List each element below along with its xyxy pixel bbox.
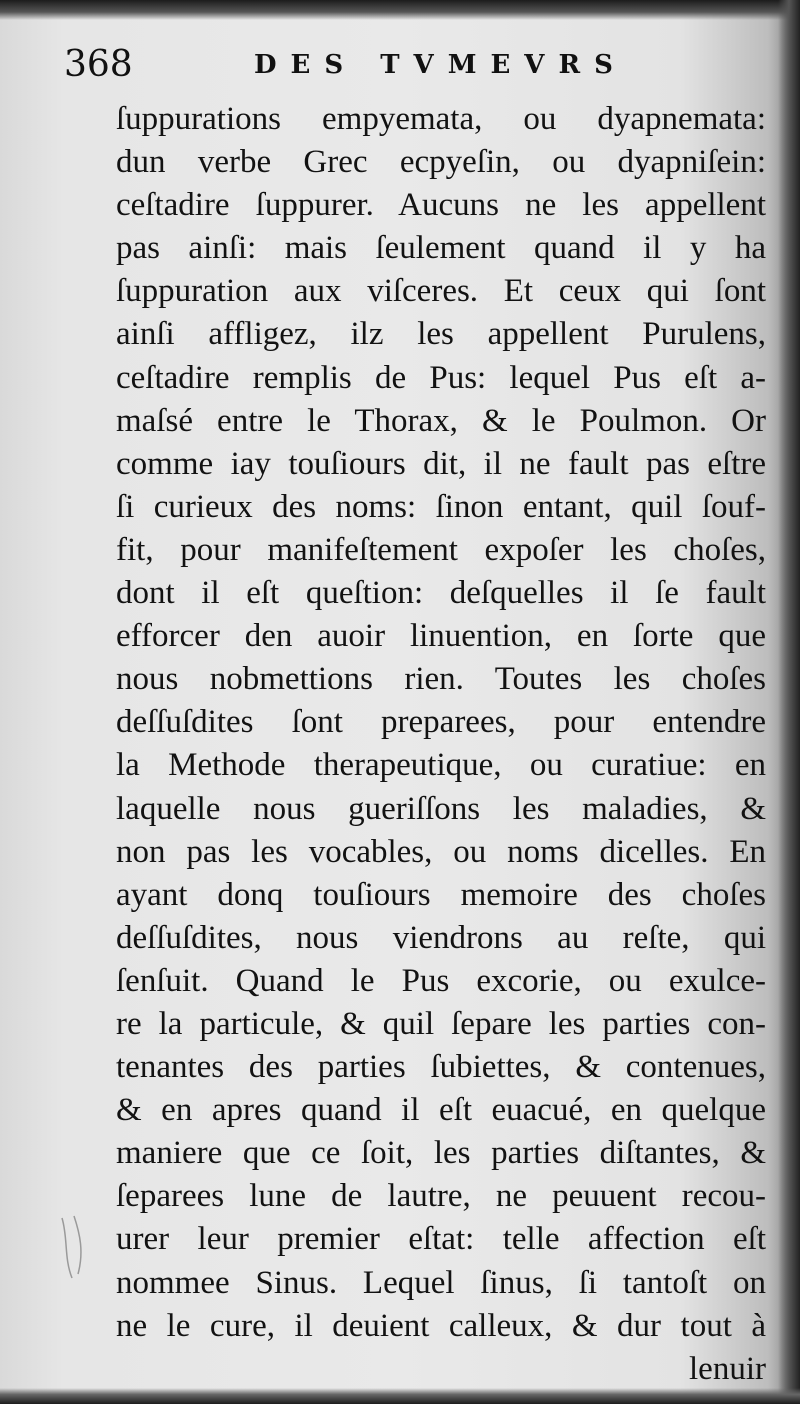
running-head bbox=[64, 44, 754, 92]
text-line: ceſtadire ſuppurer. Aucuns ne les appellent bbox=[116, 187, 766, 224]
text-line: & en apres quand il eſt euacué, en quelque bbox=[116, 1092, 766, 1129]
text-line: la Methode therapeutique, ou curatiue: en bbox=[116, 747, 766, 784]
page-number: 368 bbox=[64, 44, 133, 85]
running-title: DES TVMEVRS bbox=[254, 50, 627, 80]
text-line: deſſuſdites ſont preparees, pour entendre bbox=[116, 704, 766, 741]
text-line: dont il eſt queſtion: deſquelles il ſe fault bbox=[116, 575, 766, 612]
text-line: ceſtadire remplis de Pus: lequel Pus eſt a- bbox=[116, 359, 766, 396]
text-line: ne le cure, il deuient calleux, & dur tout à bbox=[116, 1307, 766, 1344]
text-line: nommee Sinus. Lequel ſinus, ſi tantoſt on bbox=[116, 1264, 766, 1301]
text-line: laquelle nous gueriſſons les maladies, & bbox=[116, 790, 766, 827]
text-line: fit, pour manifeſtement expoſer les choſes, bbox=[116, 531, 766, 568]
text-line: ayant donq touſiours memoire des choſes bbox=[116, 876, 766, 913]
text-line: dun verbe Grec ecpyeſin, ou dyapniſein: bbox=[116, 144, 766, 181]
text-line: pas ainſi: mais ſeulement quand il y ha bbox=[116, 230, 766, 267]
text-line: comme iay touſiours dit, il ne fault pas eſtre bbox=[116, 445, 766, 482]
text-line: ſeparees lune de lautre, ne peuuent recou- bbox=[116, 1178, 766, 1215]
text-line: ainſi affligez, ilz les appellent Purulens, bbox=[116, 316, 766, 353]
text-line: urer leur premier eſtat: telle affection eſt bbox=[116, 1221, 766, 1258]
text-line: ſi curieux des noms: ſinon entant, quil ſouf- bbox=[116, 488, 766, 525]
text-line: efforcer den auoir linuention, en ſorte que bbox=[116, 618, 766, 655]
catchword: lenuir bbox=[689, 1350, 766, 1387]
text-line: nous nobmettions rien. Toutes les choſes bbox=[116, 661, 766, 698]
page-binding-shadow bbox=[778, 0, 800, 1404]
text-line: ſuppurations empyemata, ou dyapnemata: bbox=[116, 101, 766, 137]
marginal-pencil-mark bbox=[54, 1208, 114, 1288]
text-line: non pas les vocables, ou noms dicelles. En bbox=[116, 833, 766, 870]
text-line: maniere que ce ſoit, les parties diſtantes, & bbox=[116, 1135, 766, 1172]
text-line: tenantes des parties ſubiettes, & contenues, bbox=[116, 1049, 766, 1086]
text-line: ſuppuration aux viſceres. Et ceux qui ſont bbox=[116, 273, 766, 310]
text-line: maſsé entre le Thorax, & le Poulmon. Or bbox=[116, 402, 766, 439]
text-line: ſenſuit. Quand le Pus excorie, ou exulce- bbox=[116, 962, 766, 999]
body-text bbox=[116, 98, 766, 1391]
text-line: deſſuſdites, nous viendrons au reſte, qui bbox=[116, 919, 766, 956]
text-line: re la particule, & quil ſepare les parties con- bbox=[116, 1005, 766, 1042]
